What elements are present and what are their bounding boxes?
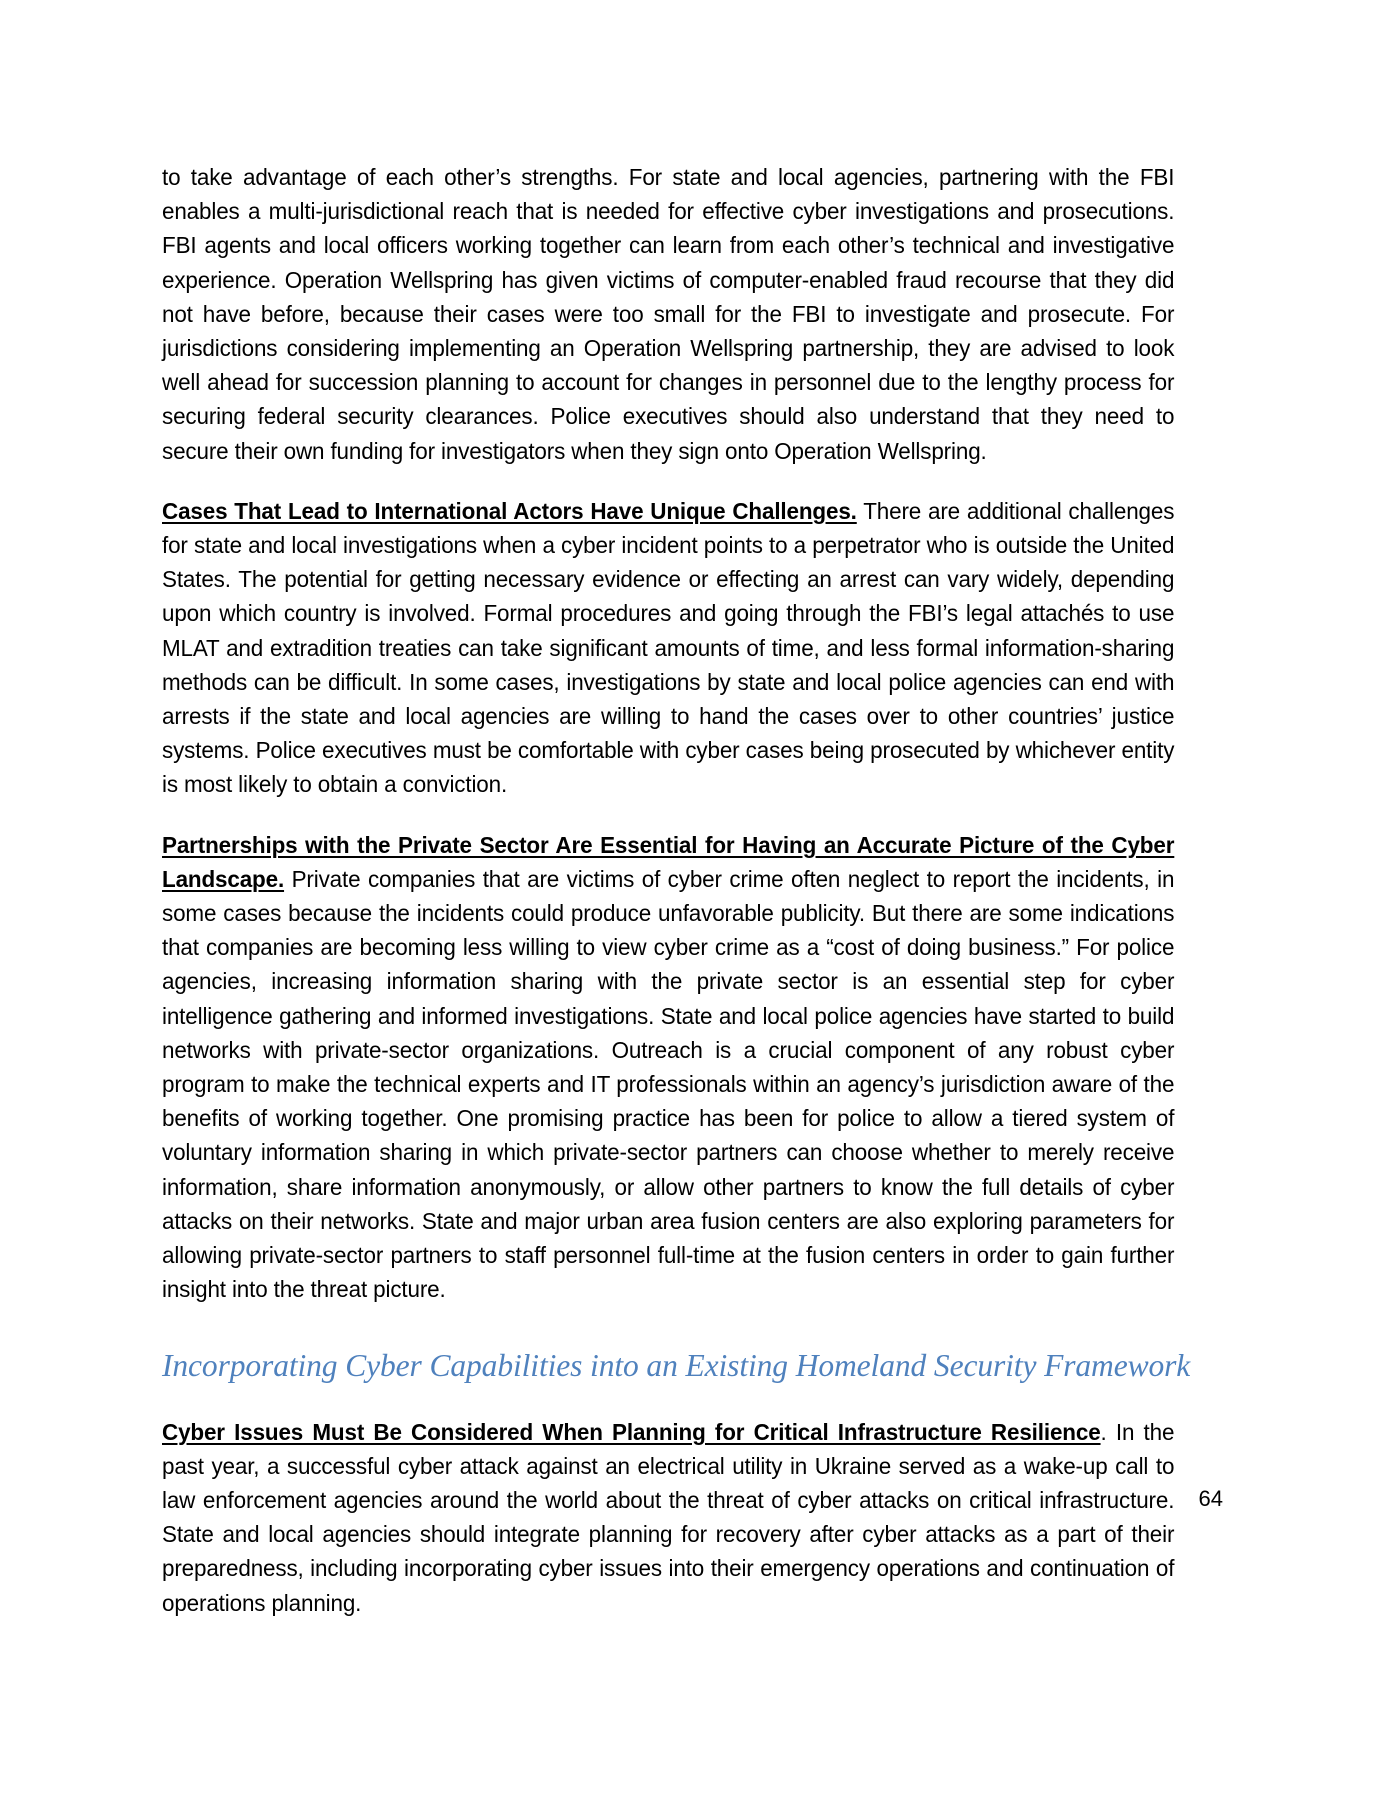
page-number: 64 [1198,1486,1223,1511]
heading-run-private-sector-partnerships: Partnerships with the Private Sector Are Essential for Having an Accurate Picture of the Cyber Landscape. [162,831,1175,892]
heading-run-critical-infrastructure-resilience: Cyber Issues Must Be Considered When Planning for Critical Infrastructure Resilience [162,1418,1101,1445]
page-content [162,160,1222,1620]
body-run-critical-infrastructure-resilience: . In the past year, a successful cyber attack against an electrical utility in Ukraine served as a wake-up call to law enforcement agencies around the world about the threat of cyber attacks on critical infrastructure. State and local agencies should integrate planning for recovery after cyber attacks as a part of their preparedness, including incorporating cyber issues into their emergency operations and continuation of operations planning. [162,1418,1175,1616]
paragraph-private-sector-partnerships [162,828,1174,1307]
section-heading-homeland-security-framework: Incorporating Cyber Capabilities into an Existing Homeland Security Framework [162,1347,1191,1383]
paragraph-operation-wellspring: to take advantage of each other’s strengths. For state and local agencies, partnering with the FBI enables a multi-jurisdictional reach that is needed for effective cyber investigations and prosecutions. FBI agents and local officers working together can learn from each other’s technical and investigative experience. Operation Wellspring has given victims of computer-enabled fraud recourse that they did not have before, because their cases were too small for the FBI to investigate and prosecute. For jurisdictions considering implementing an Operation Wellspring partnership, they are advised to look well ahead for succession planning to account for changes in personnel due to the lengthy process for securing federal security clearances. Police executives should also understand that they need to secure their own funding for investigators when they sign onto Operation Wellspring. [162,164,1175,464]
body-run-private-sector-partnerships: Private companies that are victims of cyber crime often neglect to report the incidents, in some cases because the incidents could produce unfavorable publicity. But there are some indications that companies are becoming less willing to view cyber crime as a “cost of doing business.” For police agencies, increasing information sharing with the private sector is an essential step for cyber intelligence gathering and informed investigations. State and local police agencies have started to build networks with private-sector organizations. Outreach is a crucial component of any robust cyber program to make the technical experts and IT professionals within an agency’s jurisdiction aware of the benefits of working together. One promising practice has been for police to allow a tiered system of voluntary information sharing in which private-sector partners can choose whether to merely receive information, share information anonymously, or allow other partners to know the full details of cyber attacks on their networks. State and major urban area fusion centers are also exploring parameters for allowing private-sector partners to staff personnel full-time at the fusion centers in order to gain further insight into the threat picture. [162,865,1175,1303]
paragraph-critical-infrastructure-resilience [162,1415,1174,1620]
body-run-international-actors: There are additional challenges for state and local investigations when a cyber incident points to a perpetrator who is outside the United States. The potential for getting necessary evidence or effecting an arrest can vary widely, depending upon which country is involved. Formal procedures and going through the FBI’s legal attachés to use MLAT and extradition treaties can take significant amounts of time, and less formal information-sharing methods can be difficult. In some cases, investigations by state and local police agencies can end with arrests if the state and local agencies are willing to hand the cases over to other countries’ justice systems. Police executives must be comfortable with cyber cases being prosecuted by whichever entity is most likely to obtain a conviction. [162,497,1175,798]
paragraph-international-actors [162,494,1174,802]
heading-run-international-actors: Cases That Lead to International Actors Have Unique Challenges. [162,497,857,524]
